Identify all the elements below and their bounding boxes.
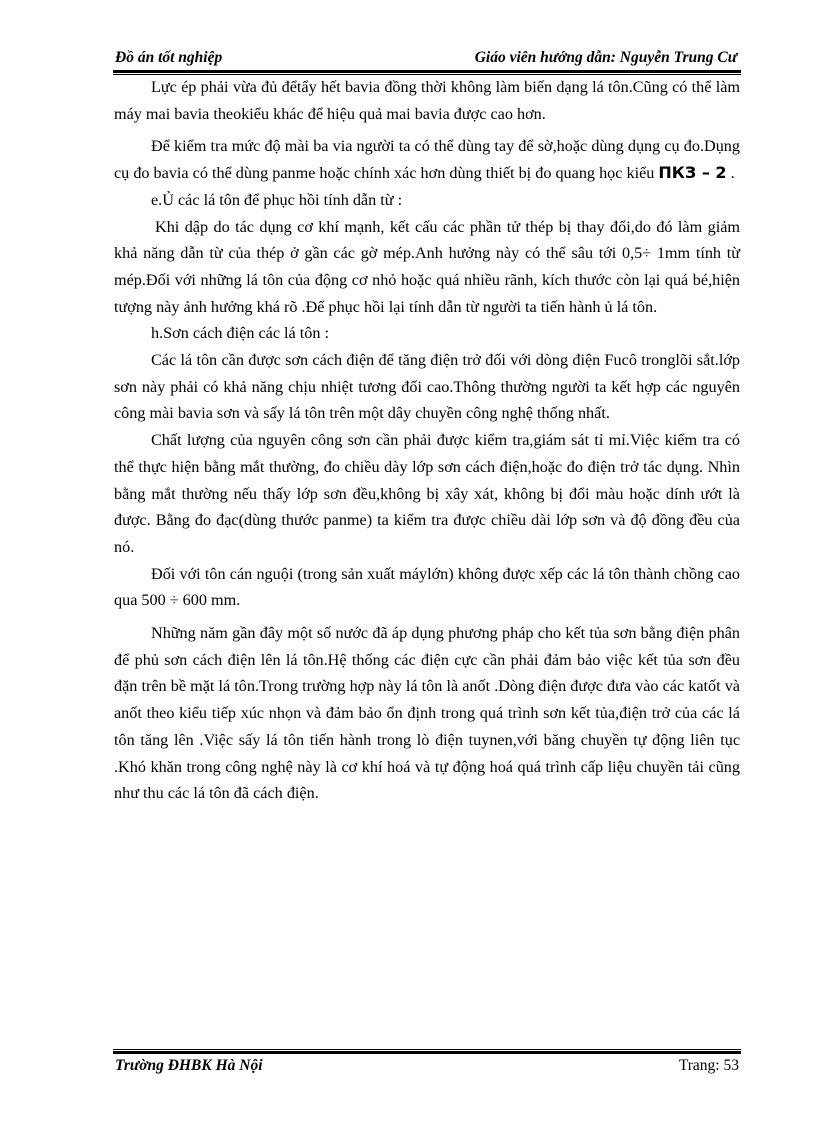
paragraph-electrolytic-painting: Những năm gần đây một số nước đã áp dụng phương pháp cho kết tủa sơn bằng điện phân để phủ sơn cách điện lên lá tôn.Hệ thống các điện cực cần phải đảm bảo việc kết tủa sơn đều đặn trên bề mặt lá tôn.Trong trường hợp này lá tôn là anốt .Dòng điện được đưa vào các katốt và anốt theo kiểu tiếp xúc nhọn và đảm bảo ổn định trong quá trình sơn kết tủa,điện trở của các lá tôn tăng lên .Việc sấy lá tôn tiến hành trong lò điện tuynen,với băng chuyền tự động liên tục .Khó khăn trong công nghệ này là cơ khí hoá và tự động hoá quá trình cấp liệu chuyền tải cũng như thu các lá tôn đã cách điện. <box>114 624 740 803</box>
paragraph-deburr-inspection <box>114 133 740 186</box>
page-header <box>113 46 739 70</box>
paragraph-deburr-pressure: Lực ép phải vừa đủ đểtẩy hết bavia đồng thời không làm biến dạng lá tôn.Cũng có thể làm máy mai bavia theokiểu khác để hiệu quả mai bavia được cao hơn. <box>114 78 740 123</box>
footer-page-number: Trang: 53 <box>678 1057 739 1074</box>
page-footer <box>113 1056 741 1078</box>
heading-annealing: e.Ủ các lá tôn để phục hồi tính dẫn từ : <box>151 190 403 209</box>
heading-insulation-painting: h.Sơn cách điện các lá tôn : <box>151 324 330 343</box>
page-body <box>114 74 740 807</box>
paragraph-cold-rolled-stacking: Đối với tôn cán nguội (trong sản xuất máylớn) không được xếp các lá tôn thành chồng cao qua 500 ÷ 600 mm. <box>114 564 740 610</box>
footer-school: Trường ĐHBK Hà Nội <box>115 1057 263 1074</box>
header-supervisor: Giáo viên hướng dẫn: Nguyễn Trung Cư <box>474 49 737 66</box>
paragraph-quality-control: Chất lượng của nguyên công sơn cần phải được kiểm tra,giám sát tỉ mỉ.Việc kiểm tra có thể thực hiện bằng mắt thường, đo chiều dày lớp sơn cách điện,hoặc đo điện trở tác dụng. Nhìn bằng mắt thường nếu thấy lớp sơn đều,không bị xây xát, không bị đổi màu hoặc dính ướt là được. Bằng đo đạc(dùng thước panme) ta kiểm tra được chiều dài lớp sơn và độ đồng đều của nó. <box>114 431 740 556</box>
paragraph-deburr-inspection-end: . <box>726 164 735 183</box>
paragraph-deburr-inspection-text: Để kiểm tra mức độ mài ba via người ta có thể dùng tay để sờ,hoặc dùng dụng cụ đo.Dụng cụ đo bavia có thể dùng panme hoặc chính xác hơn dùng thiết bị đo quang học kiểu <box>114 137 740 183</box>
instrument-symbol: ПКЗ – 2 <box>658 163 727 183</box>
paragraph-annealing: Khi dập do tác dụng cơ khí mạnh, kết cấu các phần tử thép bị thay đổi,do đó làm giảm khả năng dẫn từ của thép ở gần các gờ mép.Anh hưởng này có thể sâu tới 0,5÷ 1mm tính từ mép.Đối với những lá tôn của động cơ nhỏ hoặc quá nhiều rãnh, kích thước còn lại quá bé,hiện tượng này ảnh hưởng khá rõ .Để phục hồi lại tính dẫn từ người ta tiến hành ủ lá tôn. <box>114 217 740 316</box>
paragraph-insulation-painting: Các lá tôn cần được sơn cách điện để tăng điện trở đối với dòng điện Fucô tronglõi sắt.lớp sơn này phải có khả năng chịu nhiệt tương đối cao.Thông thường người ta kết hợp các nguyên công mài bavia sơn và sấy lá tôn trên một dây chuyền công nghệ thống nhất. <box>114 351 740 423</box>
footer-rule <box>113 1049 741 1054</box>
header-project-title: Đồ án tốt nghiệp <box>115 49 223 66</box>
